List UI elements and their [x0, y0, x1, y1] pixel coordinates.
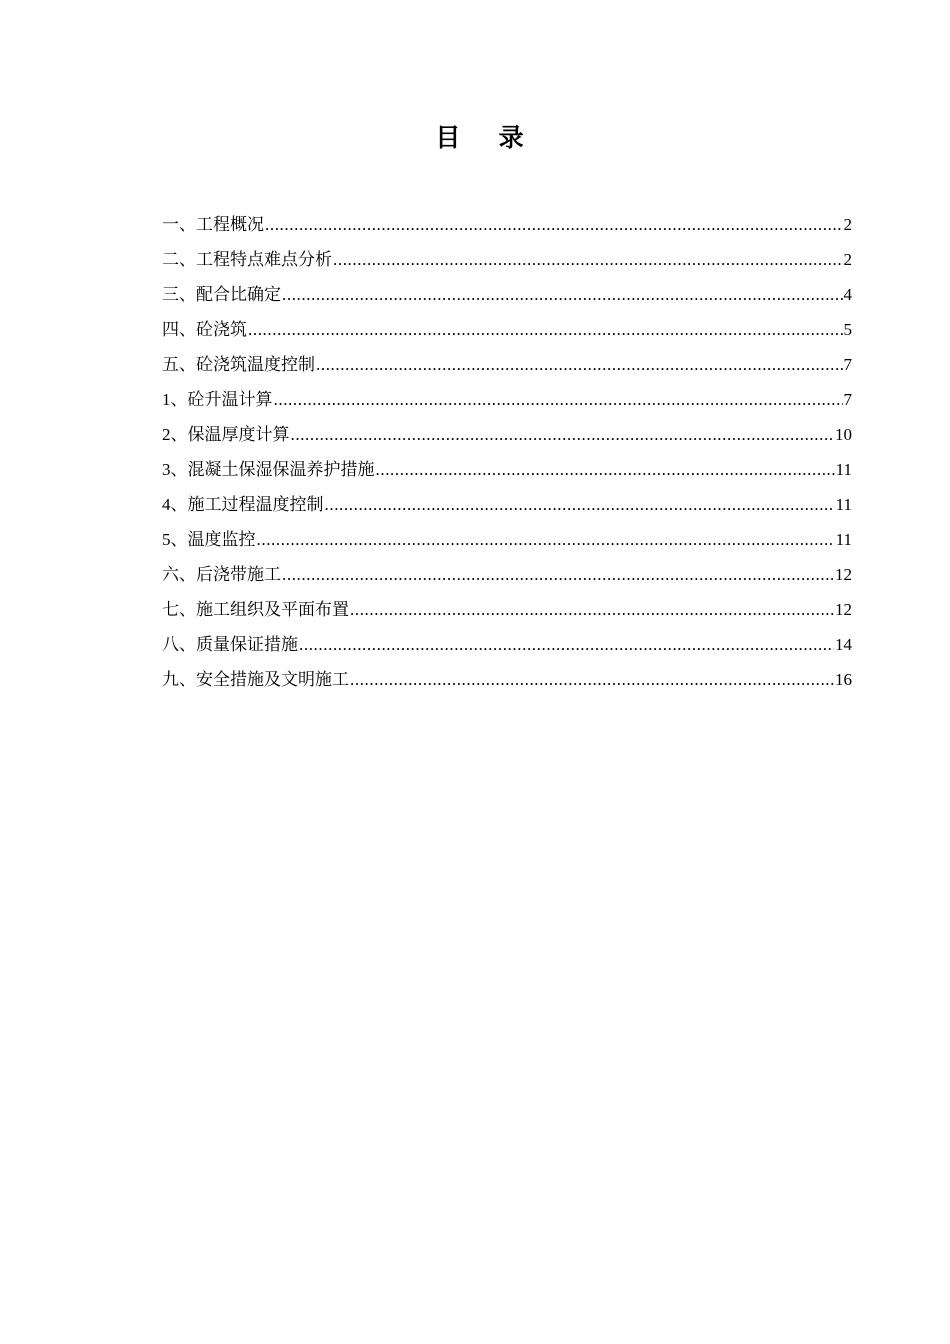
- toc-dot-leader: [333, 242, 843, 277]
- toc-entry-label: 三、配合比确定: [162, 285, 281, 304]
- toc-dot-leader: [265, 207, 843, 242]
- toc-entry-label: 2、保温厚度计算: [162, 425, 290, 444]
- toc-entry-label: 九、安全措施及文明施工: [162, 670, 349, 689]
- toc-entry[interactable]: [162, 592, 852, 627]
- table-of-contents: [162, 207, 852, 697]
- toc-entry-label: 4、施工过程温度控制: [162, 495, 324, 514]
- toc-entry-page: 7: [843, 355, 852, 374]
- toc-entry-page: 11: [835, 495, 852, 514]
- toc-dot-leader: [350, 662, 834, 697]
- toc-entry-label: 3、混凝土保湿保温养护措施: [162, 460, 375, 479]
- toc-entry[interactable]: [162, 627, 852, 662]
- toc-entry-page: 11: [835, 460, 852, 479]
- toc-dot-leader: [376, 452, 835, 487]
- toc-entry[interactable]: [162, 382, 852, 417]
- toc-entry-page: 2: [843, 250, 852, 269]
- toc-entry-label: 一、工程概况: [162, 215, 264, 234]
- toc-entry[interactable]: [162, 417, 852, 452]
- toc-entry[interactable]: [162, 522, 852, 557]
- toc-entry[interactable]: [162, 557, 852, 592]
- toc-entry-page: 10: [835, 425, 852, 444]
- toc-entry[interactable]: [162, 347, 852, 382]
- toc-entry-label: 七、施工组织及平面布置: [162, 600, 349, 619]
- toc-entry-page: 4: [843, 285, 852, 304]
- toc-dot-leader: [248, 312, 843, 347]
- toc-dot-leader: [299, 627, 834, 662]
- toc-entry[interactable]: [162, 277, 852, 312]
- toc-entry-page: 2: [843, 215, 852, 234]
- toc-entry-label: 五、砼浇筑温度控制: [162, 355, 315, 374]
- toc-entry[interactable]: [162, 312, 852, 347]
- toc-entry-label: 八、质量保证措施: [162, 635, 298, 654]
- toc-entry-page: 16: [835, 670, 852, 689]
- toc-entry-page: 7: [843, 390, 852, 409]
- toc-entry-page: 12: [835, 565, 852, 584]
- toc-dot-leader: [291, 417, 835, 452]
- toc-entry-label: 5、温度监控: [162, 530, 256, 549]
- toc-entry-label: 1、砼升温计算: [162, 390, 273, 409]
- toc-entry-page: 11: [835, 530, 852, 549]
- toc-dot-leader: [282, 277, 843, 312]
- toc-entry-page: 14: [835, 635, 852, 654]
- toc-entry[interactable]: [162, 242, 852, 277]
- toc-dot-leader: [350, 592, 834, 627]
- toc-title: 目 录: [435, 125, 540, 152]
- toc-entry-label: 六、后浇带施工: [162, 565, 281, 584]
- toc-entry-page: 5: [843, 320, 852, 339]
- toc-entry[interactable]: [162, 207, 852, 242]
- toc-dot-leader: [316, 347, 843, 382]
- toc-entry-label: 二、工程特点难点分析: [162, 250, 332, 269]
- toc-dot-leader: [274, 382, 843, 417]
- toc-entry[interactable]: [162, 452, 852, 487]
- toc-dot-leader: [282, 557, 834, 592]
- toc-entry-label: 四、砼浇筑: [162, 320, 247, 339]
- toc-entry-page: 12: [835, 600, 852, 619]
- toc-entry[interactable]: [162, 662, 852, 697]
- toc-dot-leader: [257, 522, 835, 557]
- toc-entry[interactable]: [162, 487, 852, 522]
- toc-dot-leader: [325, 487, 835, 522]
